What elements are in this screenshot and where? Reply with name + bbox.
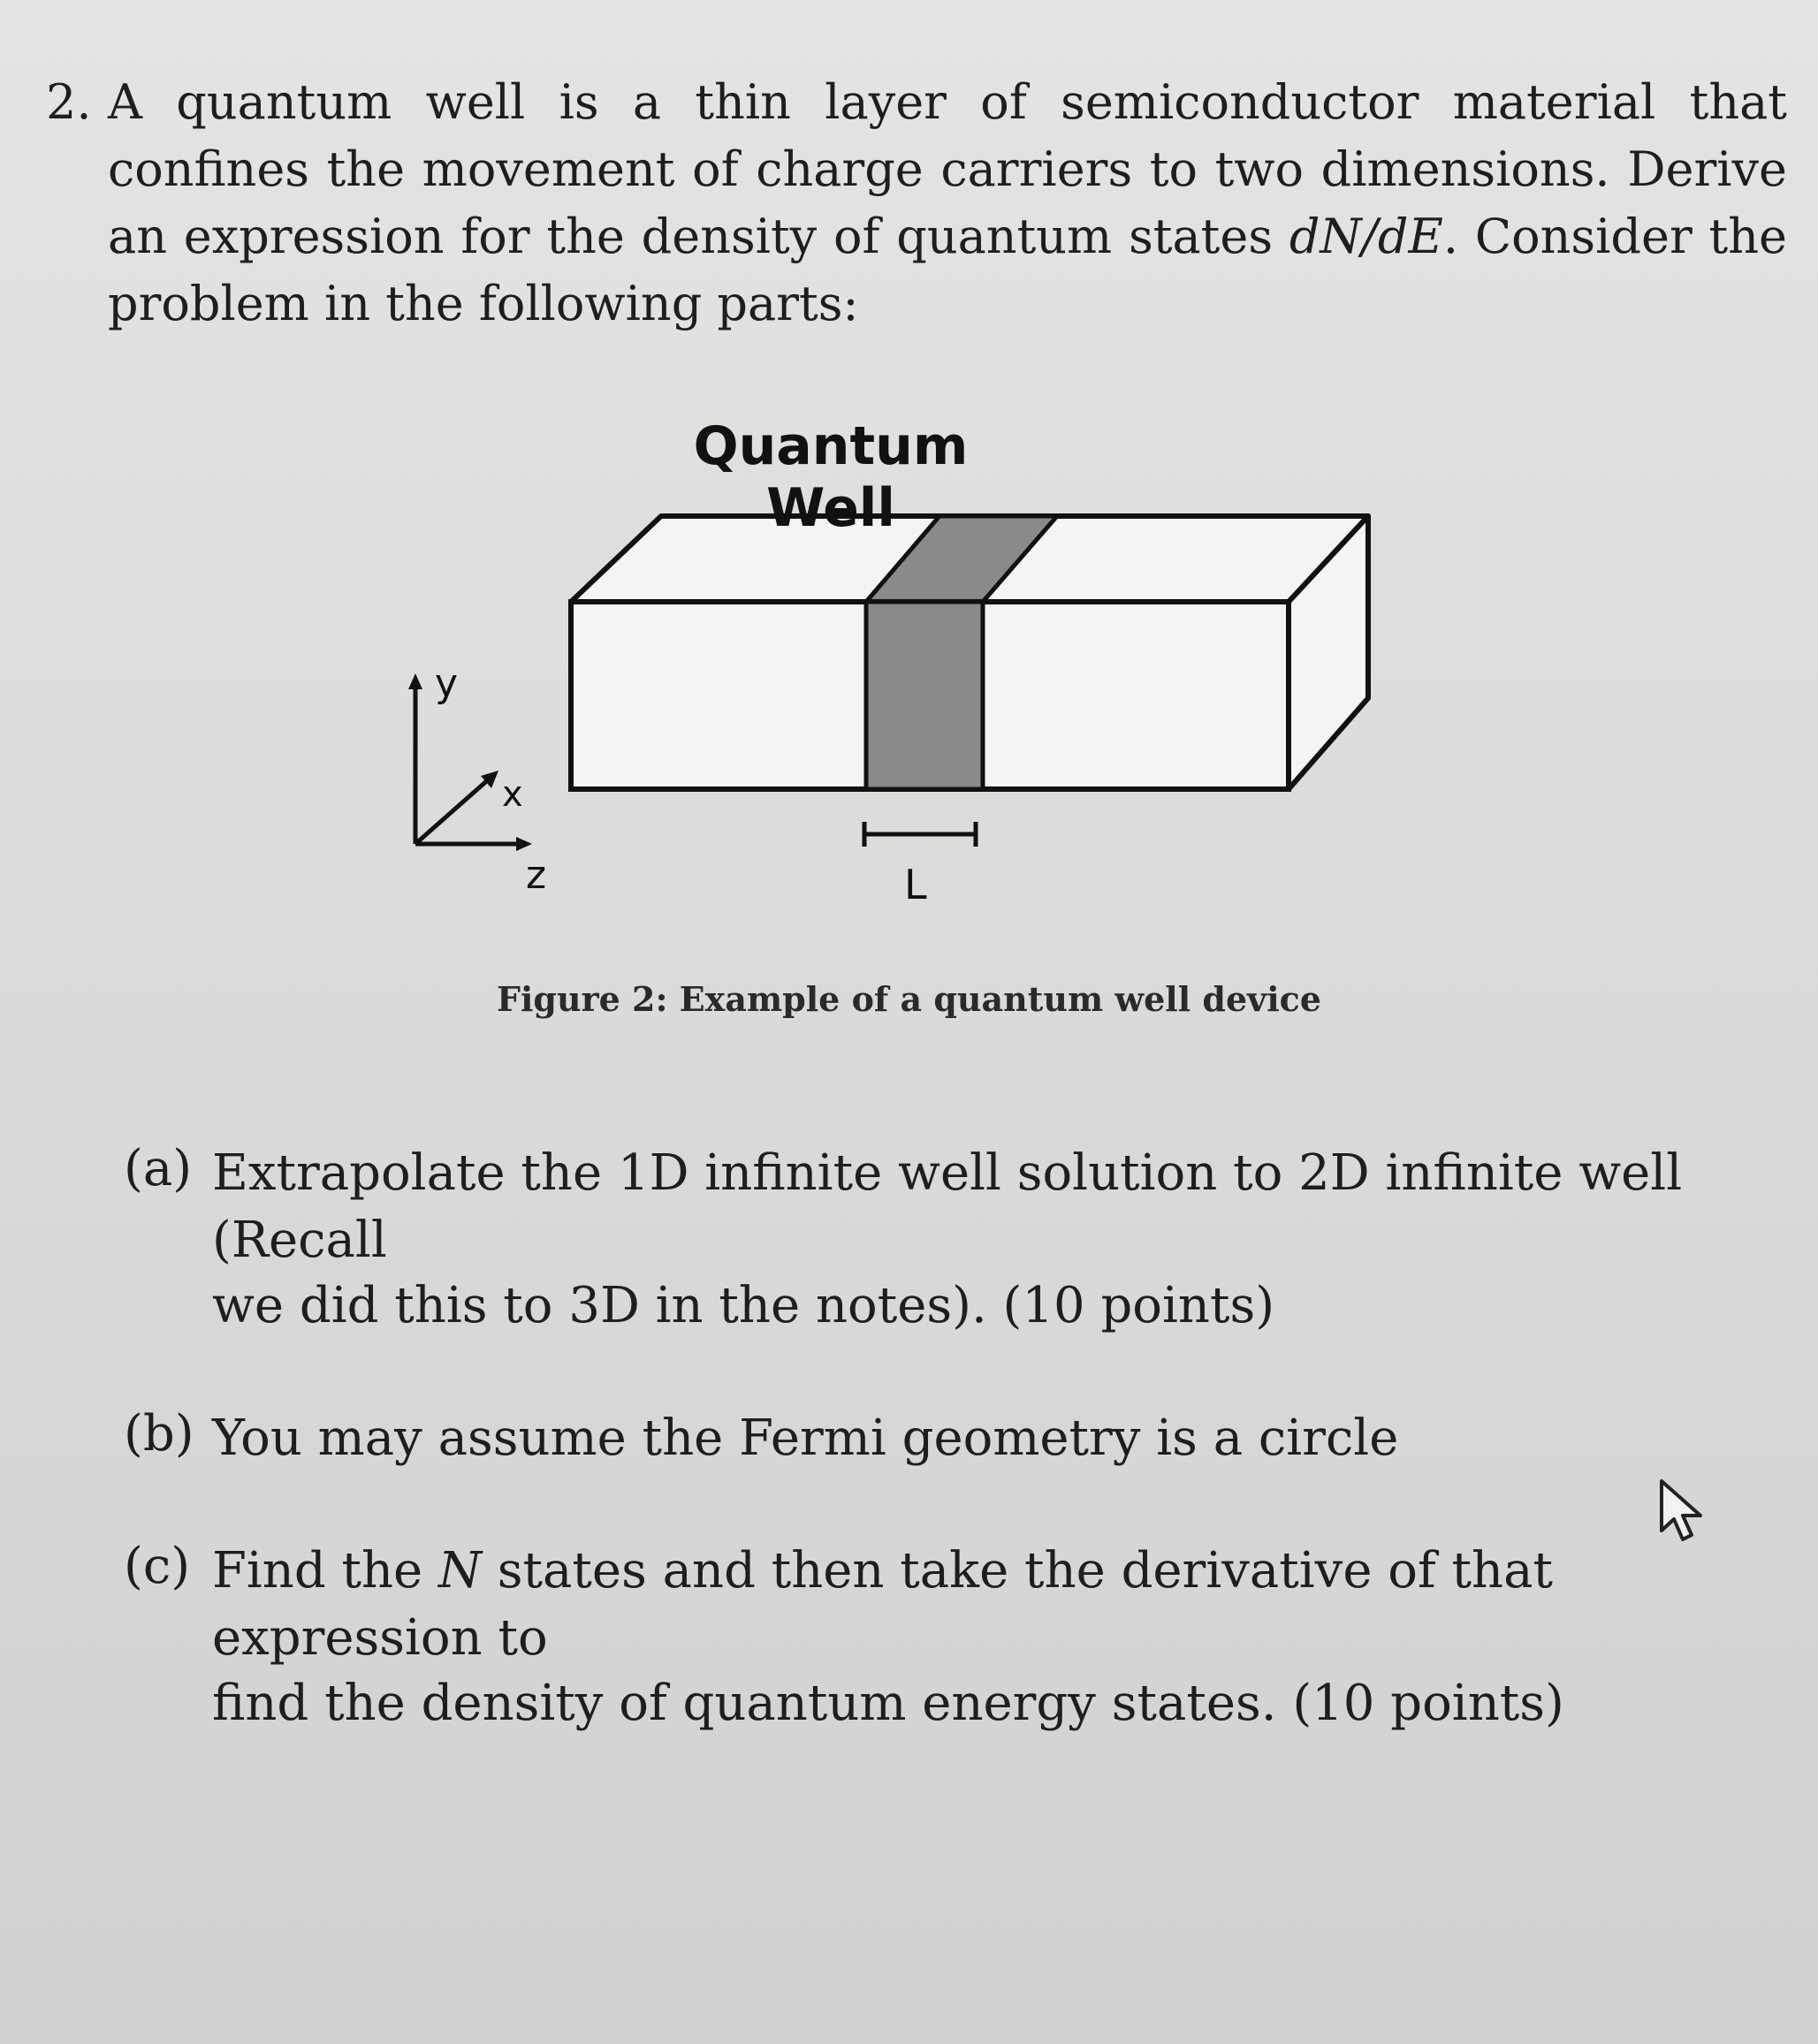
part-b [124,1405,1785,1538]
quantum-well-figure [389,398,1432,946]
math-n: N [438,1542,482,1599]
part-a [124,1140,1785,1405]
problem-text [108,69,1787,338]
part-c-line1 [212,1538,1785,1670]
mouse-pointer-icon [1658,1478,1711,1552]
axis-x-label: x [502,774,523,815]
axis-icon [415,685,521,844]
part-b-line1: You may assume the Fermi geometry is a circle [212,1410,1399,1467]
width-label: L [904,861,927,908]
part-c-line1-pre: Find the [212,1542,438,1599]
width-dimension [864,822,976,847]
y-arrowhead [408,673,422,689]
part-c-line2: find the density of quantum energy states. (10 points) [212,1675,1564,1732]
problem-text-part1: A quantum well is a thin layer of semiconductor material that confines the movement of charge carriers to two dimensions. Derive an expression for the density of quantum states [108,74,1787,264]
part-c-line1-post: states and then take the derivative of that expression to [212,1542,1553,1667]
part-a-line1: Extrapolate the 1D infinite well solution to 2D infinite well (Recall [212,1144,1683,1269]
math-dn-de: dN/dE [1289,209,1443,264]
figure-title: Quantum Well [693,415,969,539]
part-b-label: (b) [124,1405,194,1463]
figure-caption: Figure 2: Example of a quantum well device [496,979,1321,1019]
problem-statement [46,69,1796,338]
part-c-label: (c) [124,1538,191,1595]
axis-z-label: z [526,853,547,898]
problem-parts [124,1140,1785,1803]
part-c [124,1538,1785,1803]
problem-text-part2: . Consider the problem in the following parts: [108,209,1787,331]
z-arrowhead [516,837,532,851]
axis-y-label: y [435,661,459,706]
problem-number: 2. [46,74,92,130]
part-a-label: (a) [124,1140,193,1197]
part-a-line2: we did this to 3D in the notes). (10 points) [212,1277,1275,1334]
well-front-face [866,602,983,789]
